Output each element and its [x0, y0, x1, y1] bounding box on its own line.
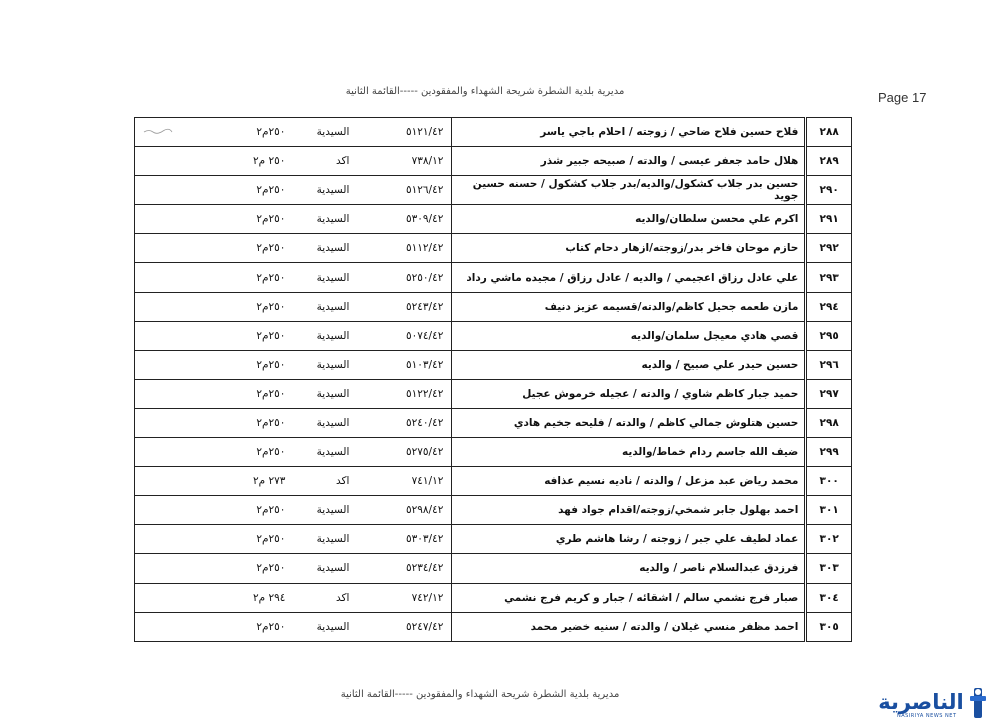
- plot-info: [135, 417, 451, 429]
- plot-number: ٥٢٣٤/٤٢: [406, 562, 444, 575]
- logo-tagline: NASIRIYA NEWS NET: [897, 713, 957, 719]
- plot-number: ٥١٢٢/٤٢: [406, 387, 444, 400]
- plot-number: ٥٣٠٩/٤٢: [406, 213, 444, 226]
- plot-info-cell: [135, 612, 452, 641]
- plot-info-cell: [135, 379, 452, 408]
- plot-info-cell: [135, 234, 452, 263]
- plot-info-cell: [135, 467, 452, 496]
- beneficiary-names: مازن طعمه جحيل كاظم/والدته/قسيمه عزيز دنيف: [452, 292, 806, 321]
- plot-info: [135, 562, 451, 574]
- row-number: ٣٠٢: [806, 525, 852, 554]
- plot-info-cell: [135, 176, 452, 205]
- beneficiary-names: حميد جبار كاظم شاوي / والدته / عجيله خرموش عجيل: [452, 379, 806, 408]
- plot-info: [135, 592, 451, 604]
- row-number: ٣٠٥: [806, 612, 852, 641]
- plot-info-cell: [135, 263, 452, 292]
- records-table-body: [135, 118, 852, 642]
- beneficiary-names: هلال حامد جعفر عيسى / والدته / صبيحه جبير شذر: [452, 147, 806, 176]
- beneficiary-names: علي عادل رزاق اعجيمي / والديه / عادل رزاق / مجيده ماشي رداد: [452, 263, 806, 292]
- plot-number: ٥٢٧٥/٤٢: [406, 446, 444, 459]
- beneficiary-names: فرزدق عبدالسلام ناصر / والديه: [452, 554, 806, 583]
- plot-info-cell: [135, 118, 452, 147]
- beneficiary-names: احمد مظفر منسي غيلان / والدته / سنيه خضير محمد: [452, 612, 806, 641]
- district-name: السيدية: [316, 358, 350, 371]
- district-name: السيدية: [316, 620, 350, 633]
- table-row: [135, 438, 852, 467]
- row-number: ٢٩٢: [806, 234, 852, 263]
- district-name: السيدية: [316, 504, 350, 517]
- plot-info-cell: [135, 205, 452, 234]
- plot-number: ٥٢٥٠/٤٢: [406, 271, 444, 284]
- plot-info: [135, 446, 451, 458]
- plot-info: [135, 272, 451, 284]
- row-number: ٢٩٥: [806, 321, 852, 350]
- plot-area: ٢٥٠م٢: [256, 533, 286, 546]
- plot-area: ٢٥٠ م٢: [252, 155, 286, 168]
- plot-number: ٥٢٤٣/٤٢: [406, 300, 444, 313]
- row-number: ٢٨٨: [806, 118, 852, 147]
- plot-info: [135, 242, 451, 254]
- plot-area: ٢٥٠م٢: [256, 446, 286, 459]
- plot-number: ٥٢٤٧/٤٢: [406, 620, 444, 633]
- document-header-title: مديرية بلدية الشطرة شريحة الشهداء والمفقودين -----القائمة الثانية: [345, 86, 625, 97]
- plot-info: [135, 533, 451, 545]
- beneficiary-names: صبار فرج نشمي سالم / اشقائه / جبار و كريم فرج نشمي: [452, 583, 806, 612]
- beneficiary-names: محمد رياض عبد مزعل / والدته / ناديه نسيم عذافه: [452, 467, 806, 496]
- plot-info-cell: [135, 496, 452, 525]
- row-number: ٣٠١: [806, 496, 852, 525]
- plot-number: ٥٢٤٠/٤٢: [406, 416, 444, 429]
- plot-info: [135, 184, 451, 196]
- plot-info-cell: [135, 321, 452, 350]
- plot-number: ٥٣٠٣/٤٢: [406, 533, 444, 546]
- district-name: السيدية: [316, 329, 350, 342]
- table-row: [135, 583, 852, 612]
- plot-number: ٥١١٢/٤٢: [406, 242, 444, 255]
- plot-number: ٧٤١/١٢: [411, 475, 444, 488]
- beneficiary-names: عماد لطيف علي جبر / زوجته / رشا هاشم طري: [452, 525, 806, 554]
- district-name: السيدية: [316, 446, 350, 459]
- district-name: السيدية: [316, 300, 350, 313]
- table-row: [135, 554, 852, 583]
- plot-area: ٢٩٤ م٢: [252, 591, 286, 604]
- district-name: السيدية: [316, 416, 350, 429]
- plot-info-cell: [135, 350, 452, 379]
- row-number: ٢٩٦: [806, 350, 852, 379]
- district-name: اكد: [335, 591, 350, 604]
- table-row: [135, 176, 852, 205]
- plot-info: [135, 126, 451, 138]
- table-row: [135, 234, 852, 263]
- district-name: اكد: [335, 475, 350, 488]
- beneficiary-names: قصي هادي معيجل سلمان/والديه: [452, 321, 806, 350]
- district-name: السيدية: [316, 184, 350, 197]
- plot-area: ٢٥٠م٢: [256, 242, 286, 255]
- plot-info: [135, 621, 451, 633]
- district-name: السيدية: [316, 562, 350, 575]
- plot-info-cell: [135, 554, 452, 583]
- plot-info: [135, 330, 451, 342]
- row-number: ٣٠٠: [806, 467, 852, 496]
- beneficiary-names: فلاح حسين فلاح ضاحي / زوجته / احلام باجي ياسر: [452, 118, 806, 147]
- district-name: السيدية: [316, 271, 350, 284]
- table-row: [135, 467, 852, 496]
- beneficiary-names: حسين هتلوش جمالي كاظم / والدته / فليحه جخيم هادي: [452, 408, 806, 437]
- plot-info: [135, 504, 451, 516]
- plot-info-cell: [135, 408, 452, 437]
- district-name: اكد: [335, 155, 350, 168]
- plot-number: ٥١٢١/٤٢: [406, 126, 444, 139]
- table-row: [135, 379, 852, 408]
- table-row: [135, 612, 852, 641]
- beneficiary-names: ضيف الله جاسم ردام خماط/والديه: [452, 438, 806, 467]
- plot-area: ٢٥٠م٢: [256, 562, 286, 575]
- district-name: السيدية: [316, 213, 350, 226]
- logo-emblem-icon: [967, 686, 989, 720]
- table-row: [135, 408, 852, 437]
- plot-area: ٢٧٣ م٢: [252, 475, 286, 488]
- plot-area: ٢٥٠م٢: [256, 184, 286, 197]
- beneficiary-names: احمد بهلول جابر شمخي/زوجته/اقدام جواد فهد: [452, 496, 806, 525]
- nasiriya-logo: [877, 686, 989, 722]
- plot-number: ٥١٠٣/٤٢: [406, 358, 444, 371]
- plot-area: ٢٥٠م٢: [256, 329, 286, 342]
- document-footer-title: مديرية بلدية الشطرة شريحة الشهداء والمفقودين -----القائمة الثانية: [340, 689, 620, 700]
- table-row: [135, 496, 852, 525]
- district-name: السيدية: [316, 387, 350, 400]
- plot-info: [135, 155, 451, 167]
- plot-info-cell: [135, 583, 452, 612]
- beneficiary-names: اكرم علي محسن سلطان/والديه: [452, 205, 806, 234]
- plot-info: [135, 359, 451, 371]
- plot-info-cell: [135, 147, 452, 176]
- table-row: [135, 147, 852, 176]
- row-number: ٢٨٩: [806, 147, 852, 176]
- plot-number: ٥٢٩٨/٤٢: [406, 504, 444, 517]
- plot-number: ٧٣٨/١٢: [411, 155, 444, 168]
- plot-area: ٢٥٠م٢: [256, 504, 286, 517]
- plot-area: ٢٥٠م٢: [256, 126, 286, 139]
- district-name: السيدية: [316, 533, 350, 546]
- beneficiary-names: حسين حيدر علي صبيح / والديه: [452, 350, 806, 379]
- row-number: ٣٠٣: [806, 554, 852, 583]
- table-row: [135, 321, 852, 350]
- plot-area: ٢٥٠م٢: [256, 620, 286, 633]
- plot-info: [135, 213, 451, 225]
- beneficiary-names: حسين بدر جلاب كشكول/والديه/بدر جلاب كشكول / حسنه حسين جويد: [452, 176, 806, 205]
- row-number: ٢٩٤: [806, 292, 852, 321]
- records-table: [134, 117, 852, 642]
- row-number: ٢٩١: [806, 205, 852, 234]
- plot-area: ٢٥٠م٢: [256, 387, 286, 400]
- district-name: السيدية: [316, 242, 350, 255]
- plot-area: ٢٥٠م٢: [256, 416, 286, 429]
- table-row: [135, 350, 852, 379]
- plot-number: ٥٠٧٤/٤٢: [406, 329, 444, 342]
- table-row: [135, 118, 852, 147]
- plot-area: ٢٥٠م٢: [256, 300, 286, 313]
- row-number: ٢٩٩: [806, 438, 852, 467]
- logo-text: الناصرية: [878, 690, 964, 714]
- row-number: ٢٩٠: [806, 176, 852, 205]
- plot-info-cell: [135, 292, 452, 321]
- plot-area: ٢٥٠م٢: [256, 271, 286, 284]
- plot-number: ٥١٢٦/٤٢: [406, 184, 444, 197]
- table-row: [135, 263, 852, 292]
- plot-info: [135, 301, 451, 313]
- plot-area: ٢٥٠م٢: [256, 358, 286, 371]
- district-name: السيدية: [316, 126, 350, 139]
- plot-info: [135, 388, 451, 400]
- plot-area: ٢٥٠م٢: [256, 213, 286, 226]
- row-number: ٢٩٣: [806, 263, 852, 292]
- plot-info-cell: [135, 525, 452, 554]
- table-row: [135, 525, 852, 554]
- beneficiary-names: حازم موحان فاخر بدر/زوجته/ازهار دحام كتاب: [452, 234, 806, 263]
- row-number: ٣٠٤: [806, 583, 852, 612]
- plot-number: ٧٤٢/١٢: [411, 591, 444, 604]
- plot-info: [135, 475, 451, 487]
- table-row: [135, 205, 852, 234]
- page-number-label: Page 17: [878, 90, 927, 105]
- plot-info-cell: [135, 438, 452, 467]
- row-number: ٢٩٧: [806, 379, 852, 408]
- table-row: [135, 292, 852, 321]
- row-number: ٢٩٨: [806, 408, 852, 437]
